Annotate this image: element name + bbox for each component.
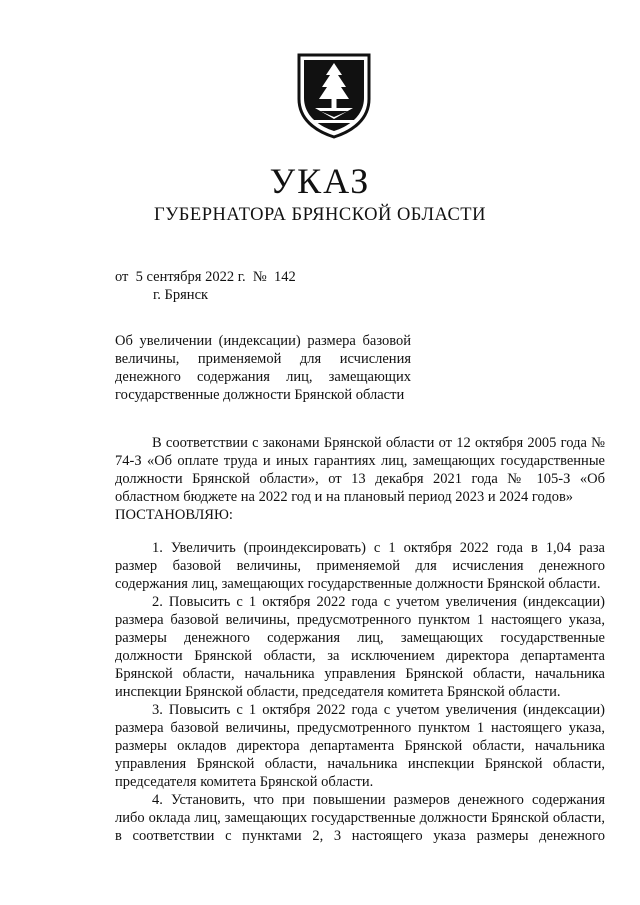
preamble-paragraph: В соответствии с законами Брянской области от 12 октября 2005 года № 74-З «Об оплате труда и иных гарантиях лиц, замещающих государственные должности Брянской области», от 13 декабря 2021 года № 105-З «Об областном бюджете на 2022 год и на плановый период 2023 и 2024 годов»: [115, 435, 605, 505]
document-subject: Об увеличении (индексации) размера базовой величины, применяемой для исчисления денежного содержания лиц, замещающих государственные должности Брянской области: [115, 333, 411, 403]
document-meta: [115, 268, 296, 304]
item-paragraph-2: 2. Повысить с 1 октября 2022 года с учетом увеличения (индексации) размера базовой величины, предусмотренного пунктом 1 настоящего указа, размеры денежного содержания лиц, замещающих государственные должности Брянской области, за исключением директора департамента Брянской области, начальника управления Брянской области, начальника инспекции Брянской области, председателя комитета Брянской области.: [115, 594, 605, 700]
decree-word: ПОСТАНОВЛЯЮ:: [115, 507, 233, 523]
date-number-line: от 5 сентября 2022 г. № 142: [115, 269, 296, 285]
city-line: г. Брянск: [153, 287, 209, 303]
item-paragraph-3: 3. Повысить с 1 октября 2022 года с учетом увеличения (индексации) размера базовой величины, предусмотренного пунктом 1 настоящего указа, размеры окладов директора департамента Брянской области, начальника управления Брянской области, начальника инспекции Брянской области, председателя комитета Брянской области.: [115, 702, 605, 790]
document-subtitle: ГУБЕРНАТОРА БРЯНСКОЙ ОБЛАСТИ: [154, 205, 486, 225]
coat-of-arms-icon: [293, 49, 375, 139]
document-body: [115, 434, 605, 845]
item-paragraph-4: 4. Установить, что при повышении размеров денежного содержания либо оклада лиц, замещающих государственные должности Брянской области, в соответствии с пунктами 2, 3 настоящего указа размеры денежного: [115, 792, 605, 844]
document-title: УКАЗ: [269, 161, 371, 201]
item-paragraph-1: 1. Увеличить (проиндексировать) с 1 октября 2022 года в 1,04 раза размер базовой величины, применяемой для исчисления денежного содержания лиц, замещающих государственные должности Брянской области.: [115, 540, 605, 592]
